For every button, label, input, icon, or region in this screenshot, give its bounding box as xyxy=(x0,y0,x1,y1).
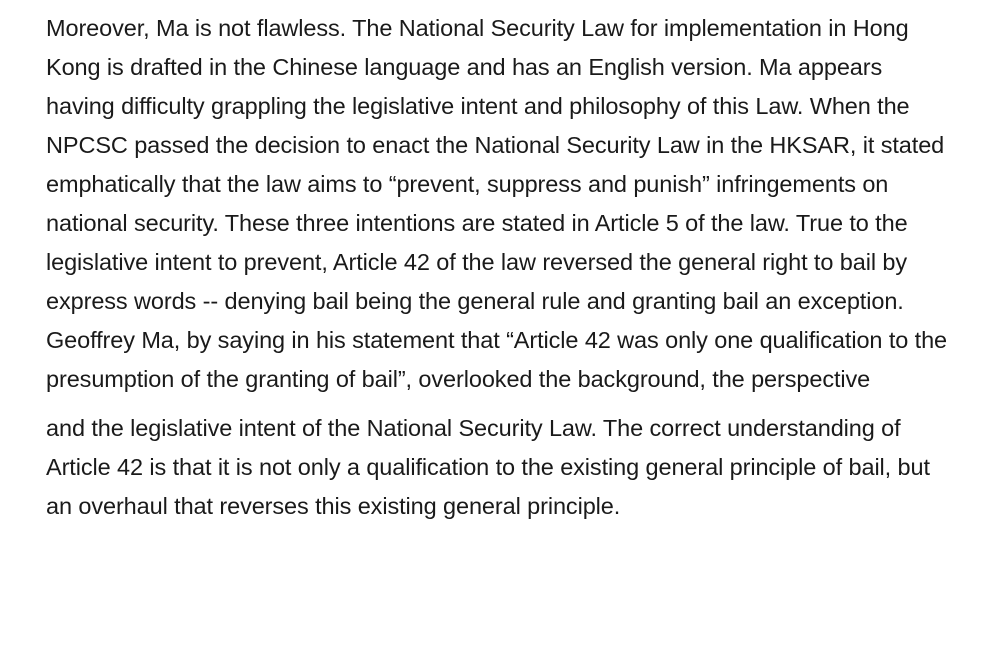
paragraph-2: and the legislative intent of the National Security Law. The correct understanding of Article 42 is that it is not only a qualification to the existing general principle of bail, but an overhaul that reverses this existing general principle. xyxy=(46,415,930,519)
paragraph-1: Moreover, Ma is not flawless. The National Security Law for implementation in Hong Kong is drafted in the Chinese language and has an English version. Ma appears having difficulty grappling the legislative intent and philosophy of this Law. When the NPCSC passed the decision to enact the National Security Law in the HKSAR, it stated emphatically that the law aims to “prevent, suppress and punish” infringements on national security. These three intentions are stated in Article 5 of the law. True to the legislative intent to prevent, Article 42 of the law reversed the general right to bail by express words -- denying bail being the general rule and granting bail an exception. Geoffrey Ma, by saying in his statement that “Article 42 was only one qualification to the presumption of the granting of bail”, overlooked the background, the perspective xyxy=(46,15,948,392)
